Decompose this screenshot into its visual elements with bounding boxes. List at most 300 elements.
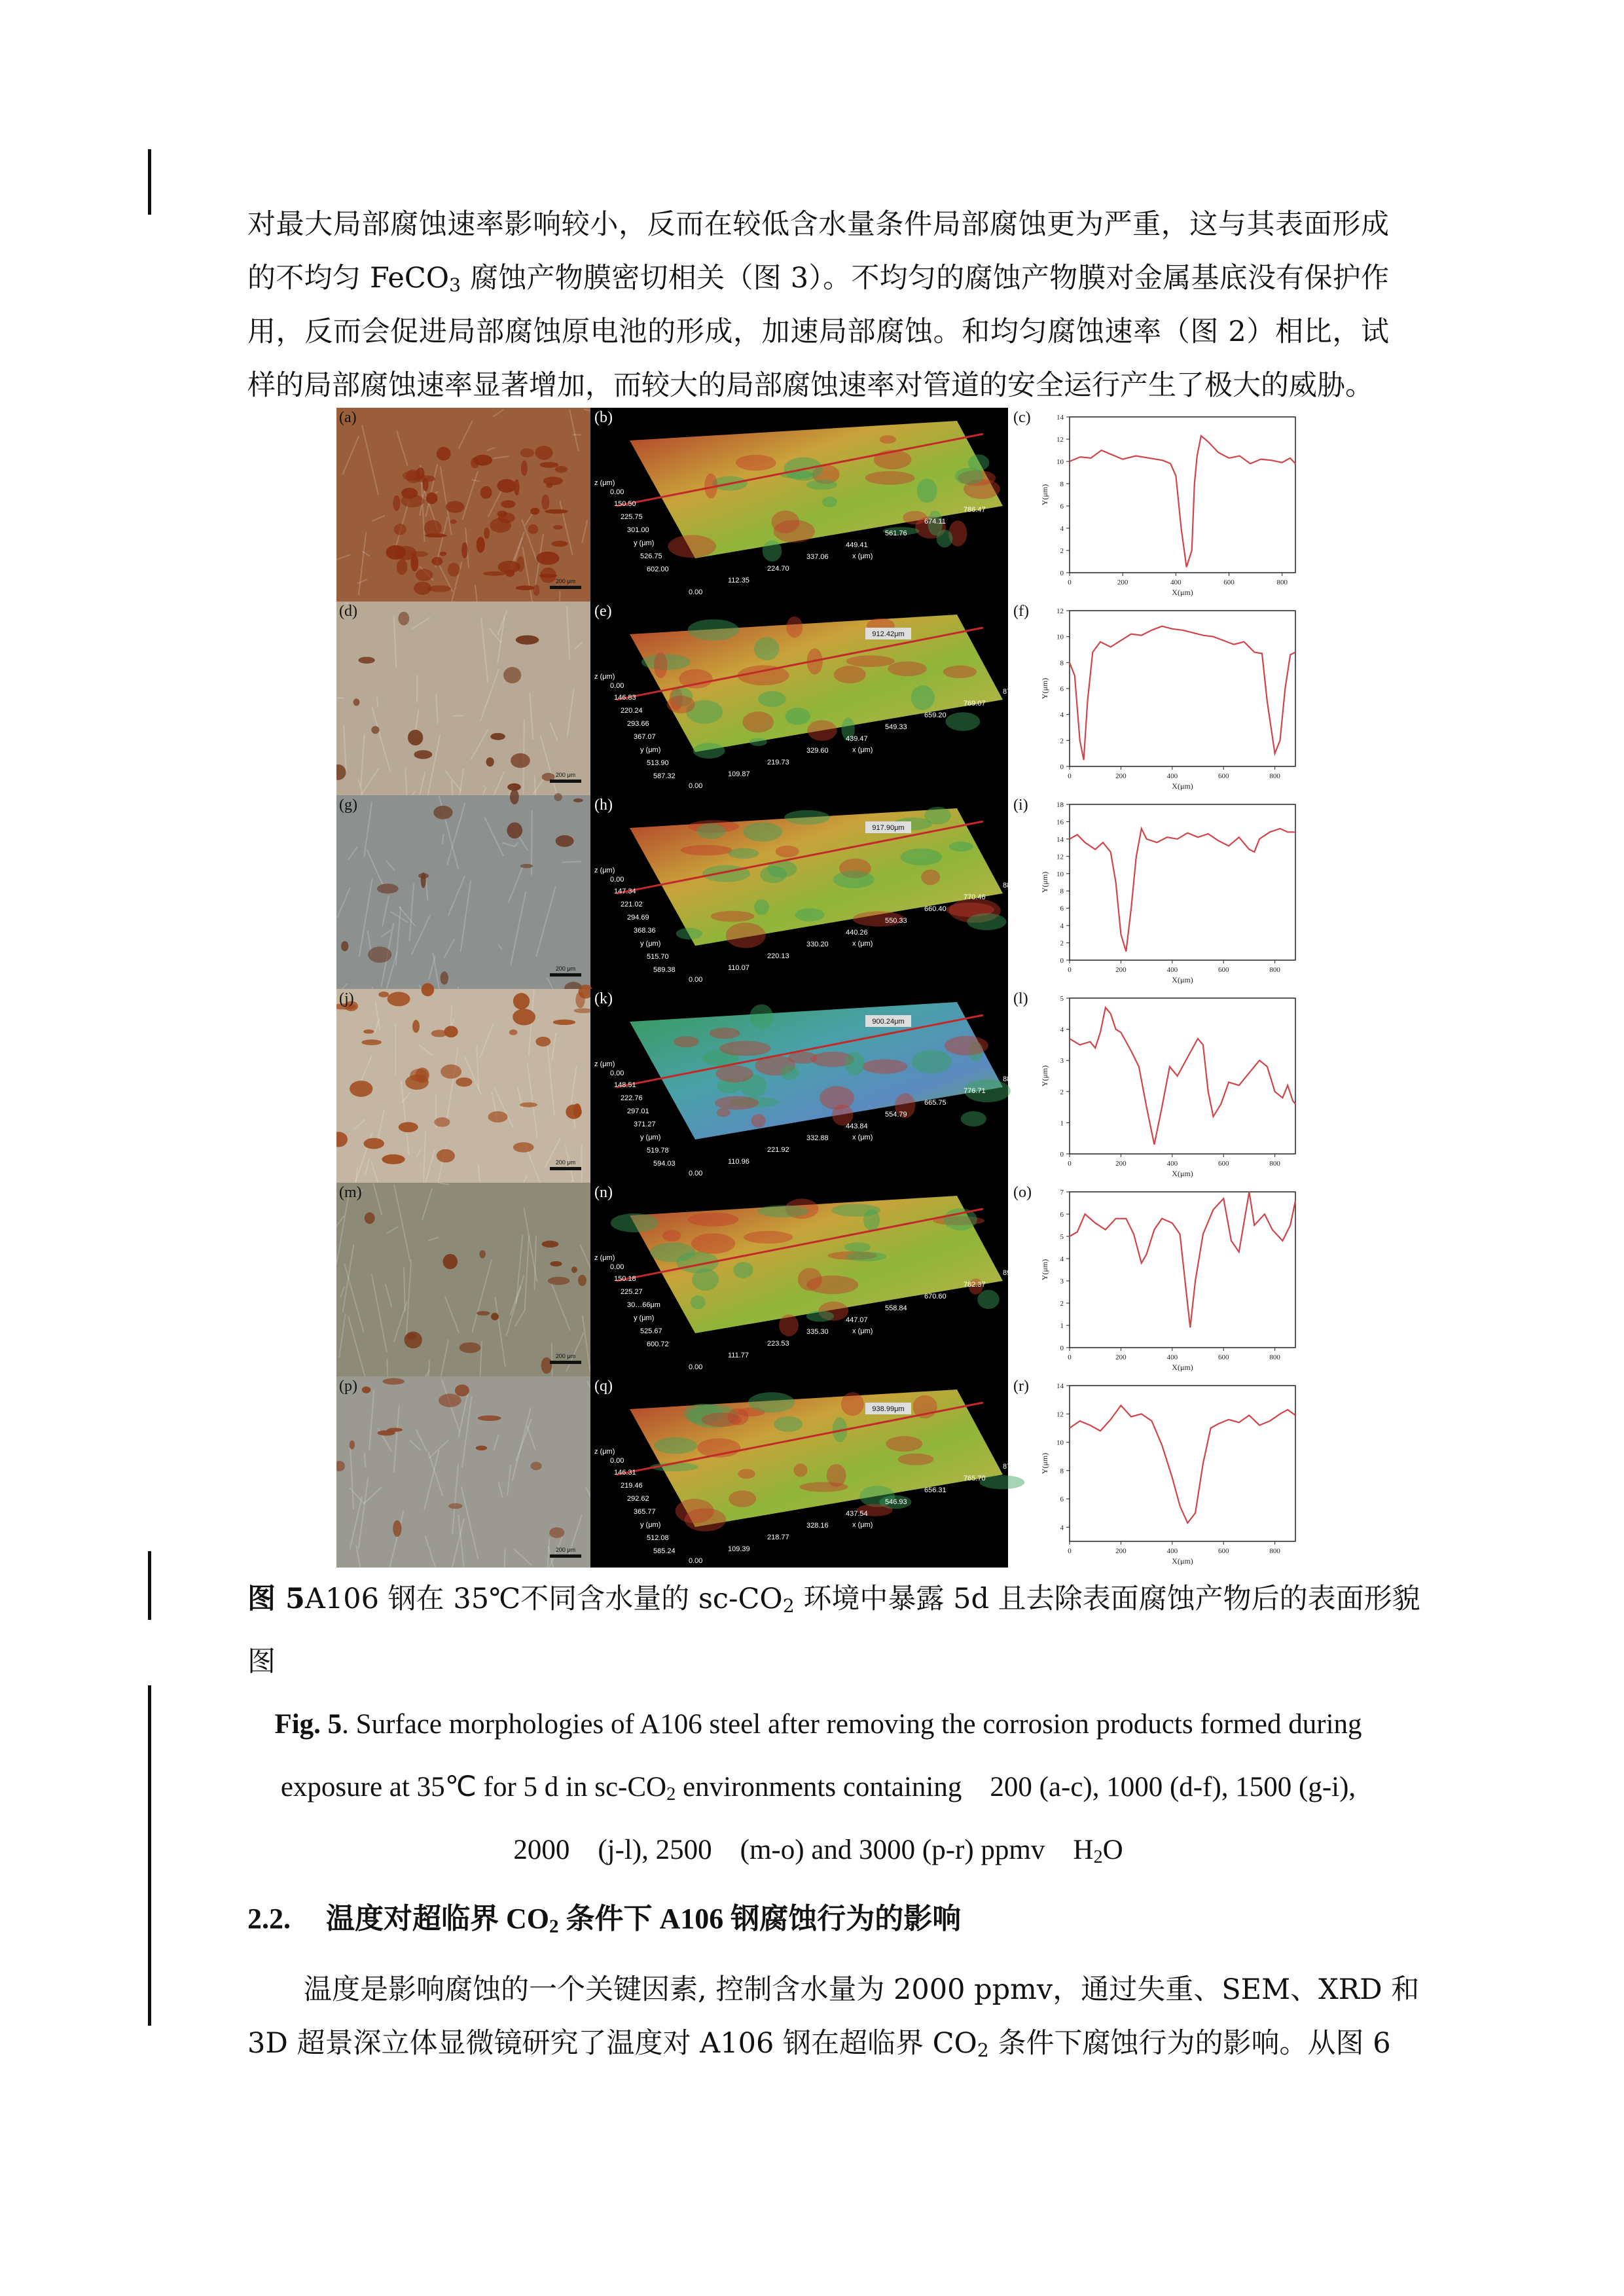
corrosion-pit: [455, 1384, 469, 1396]
micrograph-panel: [336, 1376, 599, 1568]
corrosion-pit: [490, 733, 505, 740]
corrosion-pit: [378, 992, 389, 997]
y-tick-label: 2: [1060, 737, 1064, 745]
x-axis-tick: 223.53: [767, 1340, 789, 1348]
height-map-blob: [955, 468, 984, 485]
y-tick-label: 16: [1056, 818, 1064, 827]
y-tick-label: 0: [1060, 763, 1064, 771]
height-map-blob: [898, 1454, 933, 1465]
y-tick-label: 14: [1056, 414, 1064, 422]
y-axis-label: Y(μm): [1040, 1452, 1049, 1475]
corrosion-pit: [497, 479, 516, 493]
corrosion-pit: [434, 1117, 450, 1127]
x-axis-tick: 0.00: [689, 976, 703, 984]
corrosion-pit: [439, 1393, 461, 1407]
y-tick-label: 2: [1060, 1300, 1064, 1308]
revision-bar: [148, 1685, 151, 2026]
y-axis-tick: 220.24: [621, 707, 643, 715]
profile-panel: [1013, 603, 1295, 791]
x-axis-tick: 554.79: [885, 1111, 907, 1119]
height-map-blob: [921, 869, 940, 885]
corrosion-pit: [573, 1103, 581, 1118]
panel-label: (n): [594, 1184, 613, 1201]
x-tick-label: 0: [1068, 966, 1072, 974]
corrosion-pit: [426, 492, 438, 504]
y-axis-tick: 519.78: [647, 1147, 669, 1155]
x-axis-label: x (μm): [852, 1134, 873, 1141]
corrosion-pit: [514, 479, 520, 495]
height-map-blob: [749, 1004, 773, 1028]
figure-row: [336, 789, 1295, 1024]
y-axis-tick: 602.00: [647, 565, 669, 573]
x-axis-tick: 329.60: [806, 747, 829, 755]
height-map-blob: [710, 911, 754, 922]
corrosion-pit: [456, 1077, 472, 1086]
x-axis-tick: 0.00: [689, 1170, 703, 1177]
corrosion-pit: [362, 1386, 371, 1393]
y-axis-tick: 367.07: [634, 733, 656, 741]
height-map-blob: [911, 685, 935, 710]
y-tick-label: 14: [1056, 1382, 1064, 1390]
z-axis-label: z (μm): [594, 1448, 615, 1456]
corrosion-pit: [361, 1039, 382, 1045]
profile-frame: [1070, 998, 1295, 1154]
y-tick-label: 0: [1060, 569, 1064, 577]
x-axis-tick: 659.20: [924, 711, 947, 719]
corrosion-pit: [542, 1241, 559, 1248]
panel-label: (c): [1013, 409, 1031, 426]
corrosion-pit: [483, 571, 506, 576]
corrosion-pit: [444, 1026, 458, 1037]
y-tick-label: 6: [1060, 503, 1064, 511]
corrosion-pit: [393, 1520, 401, 1537]
y-axis-tick: 585.24: [653, 1547, 676, 1555]
y-axis-tick: 146.83: [614, 694, 636, 702]
x-axis-label: X(μm): [1172, 588, 1193, 597]
y-tick-label: 6: [1060, 1496, 1064, 1504]
x-axis-tick: 440.26: [846, 929, 868, 937]
corrosion-pit: [365, 1212, 375, 1224]
corrosion-pit: [553, 1020, 575, 1025]
corrosion-pit: [441, 1064, 461, 1079]
height-map-panel: [590, 1183, 1025, 1376]
y-axis-label: Y(μm): [1040, 677, 1049, 700]
y-axis-tick: 294.69: [627, 914, 649, 922]
callout-label: 900.24μm: [872, 1018, 905, 1026]
y-tick-label: 10: [1056, 870, 1064, 878]
scale-bar-label: 200 μm: [555, 1547, 576, 1553]
corrosion-pit: [477, 537, 485, 553]
corrosion-pit: [541, 494, 549, 510]
y-axis-tick: y (μm): [640, 746, 661, 754]
scale-bar: [550, 973, 581, 977]
x-axis-label: x (μm): [852, 552, 873, 560]
y-axis-tick: 146.31: [614, 1469, 636, 1477]
height-map-blob: [862, 1059, 907, 1073]
panel-label: (e): [594, 603, 612, 620]
corrosion-pit: [403, 471, 420, 481]
corrosion-pit: [368, 946, 391, 963]
corrosion-pit: [507, 822, 522, 838]
panel-label: (q): [594, 1378, 613, 1395]
x-axis-label: x (μm): [852, 940, 873, 948]
x-tick-label: 400: [1166, 1547, 1178, 1555]
corrosion-pit: [571, 1266, 577, 1273]
corrosion-pit: [431, 557, 442, 565]
paragraph-top: [247, 198, 1389, 412]
y-axis-tick: 222.76: [621, 1094, 643, 1102]
y-tick-label: 2: [1060, 547, 1064, 555]
paragraph-line: 用，反而会促进局部腐蚀原电池的形成，加速局部腐蚀。和均匀腐蚀速率（图 2）相比，试: [247, 315, 1389, 348]
y-tick-label: 12: [1056, 853, 1064, 861]
height-map-panel: [590, 601, 1025, 795]
z-axis-tick: 0.00: [610, 876, 624, 884]
x-tick-label: 800: [1276, 579, 1288, 586]
corrosion-pit: [546, 482, 552, 488]
height-map-blob: [833, 870, 874, 888]
height-map-blob: [691, 1233, 735, 1253]
x-tick-label: 200: [1115, 1354, 1127, 1361]
x-axis-tick: 875.08: [1003, 1463, 1025, 1471]
height-map-blob: [674, 1036, 699, 1047]
z-axis-tick: 0.00: [610, 1069, 624, 1077]
y-tick-label: 8: [1060, 1467, 1064, 1475]
y-tick-label: 3: [1060, 1278, 1064, 1285]
x-axis-tick: 449.41: [846, 541, 868, 549]
y-axis-tick: 600.72: [647, 1340, 669, 1348]
scale-bar-label: 200 μm: [555, 772, 576, 778]
height-map-blob: [776, 846, 799, 857]
height-map-blob: [744, 1231, 793, 1244]
height-map-blob: [845, 1052, 865, 1075]
y-axis-tick: 150.18: [614, 1275, 636, 1283]
x-tick-label: 0: [1068, 1354, 1072, 1361]
height-map-blob: [719, 1041, 771, 1056]
paragraph-line: 对最大局部腐蚀速率影响较小，反而在较低含水量条件局部腐蚀更为严重，这与其表面形成: [247, 208, 1389, 241]
panel-label: (j): [339, 990, 354, 1007]
profile-panel: [1013, 797, 1295, 984]
y-axis-tick: 297.01: [627, 1107, 649, 1115]
height-map-blob: [681, 845, 732, 855]
figure-5-panels: [336, 408, 1305, 1568]
paragraph-line: 3D 超景深立体显微镜研究了温度对 A106 钢在超临界 $CO_2$ 条件下腐蚀行为的影响。从图 6: [247, 2027, 1391, 2062]
profile-frame: [1070, 1386, 1295, 1541]
corrosion-pit: [377, 884, 399, 893]
y-tick-label: 8: [1060, 888, 1064, 896]
height-map-blob: [748, 1392, 795, 1412]
corrosion-pit: [353, 698, 360, 706]
y-axis-tick: 515.70: [647, 953, 669, 961]
height-map-blob: [795, 908, 825, 922]
x-axis-label: x (μm): [852, 1327, 873, 1335]
corrosion-pit: [486, 757, 494, 766]
x-tick-label: 400: [1166, 1160, 1178, 1168]
height-map-panel: [590, 408, 1008, 601]
x-axis-tick: 765.70: [964, 1475, 986, 1482]
corrosion-pit: [573, 798, 583, 802]
height-map-blob: [668, 535, 716, 558]
height-map-blob: [784, 810, 830, 825]
corrosion-pit: [554, 793, 562, 801]
x-axis-label: X(μm): [1172, 781, 1193, 791]
panel-label: (l): [1013, 990, 1028, 1007]
corrosion-pit: [548, 1277, 570, 1285]
corrosion-pit: [536, 552, 559, 565]
y-tick-label: 7: [1060, 1189, 1064, 1196]
corrosion-pit: [520, 1102, 537, 1107]
corrosion-pit: [520, 864, 533, 868]
scale-bar-label: 200 μm: [555, 578, 576, 584]
y-tick-label: 10: [1056, 633, 1064, 641]
x-tick-label: 600: [1218, 1160, 1229, 1168]
scale-bar-label: 200 μm: [555, 1353, 576, 1359]
x-tick-label: 200: [1117, 579, 1128, 586]
corrosion-pit: [535, 446, 552, 460]
height-map-blob: [946, 712, 981, 730]
figure-row: [336, 1376, 1295, 1568]
x-axis-tick: 880.53: [1003, 882, 1025, 889]
x-axis-tick: 894.14: [1003, 1269, 1025, 1277]
z-axis-tick: 0.00: [610, 1457, 624, 1465]
height-map-blob: [696, 823, 726, 838]
corrosion-pit: [513, 1009, 535, 1025]
height-map-blob: [874, 450, 912, 469]
revision-bar: [148, 149, 151, 215]
height-map-blob: [806, 480, 837, 490]
x-axis-tick: 110.07: [728, 964, 749, 972]
height-map-blob: [807, 720, 837, 741]
x-axis-label: X(μm): [1172, 1556, 1193, 1566]
height-map-blob: [886, 1436, 922, 1452]
figure-caption-en: Fig. 5. Surface morphologies of A106 steel after removing the corrosion products formed during exposure at 35℃ for 5 d in $sc-CO_2$ environments containing 200 (a-c), 1000 (d-f), 1500 (g-i), 2000 (j-l), 2500 (m-o) and 3000 (p-r) ppmv $H_2O$: [274, 1709, 1362, 1868]
y-axis-tick: 368.36: [634, 927, 656, 935]
panel-label: (b): [594, 409, 613, 426]
x-tick-label: 0: [1068, 579, 1072, 586]
height-map-blob: [911, 1050, 952, 1073]
height-map-blob: [846, 655, 895, 667]
y-tick-label: 8: [1060, 659, 1064, 668]
y-axis-tick: y (μm): [634, 1314, 655, 1322]
profile-frame: [1070, 611, 1295, 766]
corrosion-pit: [433, 806, 452, 819]
corrosion-pit: [521, 460, 528, 475]
corrosion-pit: [421, 872, 426, 888]
x-axis-tick: 0.00: [689, 1363, 703, 1371]
x-tick-label: 600: [1223, 579, 1235, 586]
corrosion-pit: [414, 750, 432, 759]
y-tick-label: 6: [1060, 905, 1064, 913]
y-tick-label: 18: [1056, 801, 1064, 809]
height-map-blob: [806, 1310, 834, 1321]
x-axis-tick: 109.87: [728, 770, 750, 778]
callout-label: 938.99μm: [872, 1405, 905, 1413]
corrosion-pit: [491, 1313, 499, 1320]
corrosion-pit: [397, 560, 408, 575]
panel-label: (p): [339, 1378, 357, 1395]
corrosion-pit: [412, 1020, 420, 1033]
panel-label: (m): [339, 1184, 362, 1201]
y-axis-label: Y(μm): [1040, 871, 1049, 893]
corrosion-pit: [578, 1275, 586, 1286]
y-tick-label: 3: [1060, 1057, 1064, 1066]
corrosion-pit: [341, 941, 348, 952]
y-axis-tick: 301.00: [627, 526, 649, 534]
x-tick-label: 0: [1068, 1547, 1072, 1555]
z-axis-label: z (μm): [594, 1254, 615, 1262]
profile-panel: [1013, 409, 1295, 597]
y-axis-tick: 513.90: [647, 759, 669, 767]
y-axis-tick: 30…66μm: [627, 1301, 660, 1309]
paragraph-bottom: [247, 1963, 1420, 2070]
corrosion-pit: [540, 462, 559, 468]
panel-label: (o): [1013, 1184, 1032, 1201]
height-map-blob: [676, 928, 703, 940]
y-tick-label: 5: [1060, 995, 1064, 1003]
y-axis-tick: 587.32: [653, 772, 676, 780]
corrosion-pit: [516, 586, 535, 590]
y-tick-label: 12: [1056, 607, 1064, 615]
x-tick-label: 200: [1115, 966, 1127, 974]
x-axis-tick: 656.31: [924, 1486, 947, 1494]
height-map-blob: [757, 1205, 808, 1217]
x-axis-tick: 112.35: [728, 577, 749, 584]
caption-cn-line2: 图: [247, 1645, 276, 1678]
corrosion-pit: [408, 730, 423, 745]
scale-bar: [550, 1554, 581, 1558]
corrosion-pit: [501, 500, 516, 508]
corrosion-pit: [530, 508, 539, 515]
x-axis-label: X(μm): [1172, 1169, 1193, 1178]
corrosion-pit: [382, 1378, 405, 1385]
corrosion-pit: [378, 1430, 395, 1435]
corrosion-pit: [350, 1081, 372, 1097]
corrosion-pit: [551, 541, 568, 547]
caption-cn-prefix: 图 5: [247, 1583, 305, 1615]
x-tick-label: 200: [1115, 772, 1127, 780]
height-map-blob: [710, 1028, 740, 1039]
corrosion-pit: [513, 1142, 534, 1152]
corrosion-pit: [461, 542, 467, 558]
corrosion-pit: [399, 1122, 418, 1132]
corrosion-pit: [540, 567, 556, 583]
corrosion-pit: [437, 447, 451, 461]
height-map-blob: [611, 1213, 659, 1232]
height-map-panel: [590, 1376, 1025, 1568]
x-axis-tick: 887.67: [1003, 1075, 1025, 1083]
height-map-blob: [754, 899, 769, 915]
x-axis-tick: 337.06: [806, 553, 829, 561]
y-tick-label: 0: [1060, 1151, 1064, 1158]
corrosion-pit: [479, 1250, 486, 1258]
height-map-blob: [763, 541, 782, 562]
height-map-blob: [743, 822, 782, 841]
height-map-blob: [691, 1295, 706, 1309]
caption-en-prefix: Fig. 5: [274, 1709, 342, 1740]
height-map-blob: [943, 666, 977, 678]
y-tick-label: 6: [1060, 685, 1064, 693]
y-axis-tick: 526.75: [640, 552, 662, 560]
corrosion-pit: [441, 971, 448, 984]
paragraph-line: 的不均匀 FeCO$_3$ 腐蚀产物膜密切相关（图 3）。不均匀的腐蚀产物膜对金属基底没有保护作: [247, 262, 1389, 296]
x-axis-tick: 770.46: [964, 893, 986, 901]
corrosion-pit: [422, 983, 435, 996]
y-tick-label: 8: [1060, 480, 1064, 488]
x-tick-label: 800: [1269, 772, 1280, 780]
height-map-blob: [654, 653, 668, 678]
height-map-blob: [865, 471, 915, 485]
x-axis-tick: 546.93: [885, 1498, 907, 1506]
x-axis-tick: 447.07: [846, 1316, 868, 1324]
corrosion-pit: [382, 1155, 405, 1164]
corrosion-pit: [516, 636, 539, 645]
height-map-blob: [774, 1416, 803, 1432]
corrosion-pit: [437, 1149, 455, 1162]
y-axis-tick: 292.62: [627, 1495, 649, 1503]
section-heading-2-2: 2.2. 温度对超临界 $CO_2$ 条件下 A106 钢腐蚀行为的影响: [247, 1903, 962, 1937]
height-map-blob: [667, 696, 695, 713]
y-tick-label: 10: [1056, 1439, 1064, 1447]
y-tick-label: 5: [1060, 1233, 1064, 1241]
corrosion-pit: [350, 1441, 355, 1450]
corrosion-pit: [541, 1357, 552, 1374]
y-axis-tick: 148.51: [614, 1081, 636, 1089]
corrosion-pit: [550, 1261, 562, 1266]
corrosion-pit: [545, 509, 568, 514]
scale-bar: [550, 1361, 581, 1364]
height-map-blob: [900, 848, 942, 865]
x-axis-tick: 224.70: [767, 565, 789, 573]
x-axis-tick: 328.16: [806, 1522, 829, 1530]
y-tick-label: 0: [1060, 1344, 1064, 1352]
y-axis-tick: 365.77: [634, 1508, 656, 1516]
corrosion-pit: [488, 1111, 508, 1122]
corrosion-pit: [543, 476, 563, 485]
y-axis-tick: 219.46: [621, 1482, 643, 1490]
x-tick-label: 400: [1166, 1354, 1178, 1361]
panel-label: (f): [1013, 603, 1029, 620]
y-tick-label: 4: [1060, 1255, 1064, 1263]
x-axis-tick: 220.13: [767, 952, 789, 960]
x-tick-label: 600: [1218, 966, 1229, 974]
profile-frame: [1070, 417, 1295, 573]
y-tick-label: 2: [1060, 939, 1064, 948]
x-axis-tick: 786.47: [964, 506, 986, 514]
scale-bar-label: 200 μm: [555, 1159, 576, 1166]
height-map-panel: [590, 989, 1025, 1183]
x-tick-label: 800: [1269, 1160, 1280, 1168]
x-axis-tick: 670.60: [924, 1293, 947, 1300]
z-axis-label: z (μm): [594, 673, 615, 681]
x-axis-label: x (μm): [852, 746, 873, 754]
corrosion-pit: [509, 1030, 518, 1035]
x-tick-label: 200: [1115, 1160, 1127, 1168]
height-map-blob: [846, 1251, 886, 1261]
scale-bar: [550, 1167, 581, 1170]
x-tick-label: 600: [1218, 1354, 1229, 1361]
corrosion-pit: [513, 993, 530, 1009]
height-map-blob: [771, 511, 799, 533]
corrosion-pit: [476, 1446, 487, 1450]
height-map-blob: [888, 662, 926, 677]
y-tick-label: 2: [1060, 1088, 1064, 1096]
x-axis-tick: 769.07: [964, 700, 986, 708]
height-map-blob: [834, 666, 866, 683]
paragraph-line: 样的局部腐蚀速率显著增加，而较大的局部腐蚀速率对管道的安全运行产生了极大的威胁。: [247, 369, 1373, 402]
y-axis-label: Y(μm): [1040, 484, 1049, 506]
corrosion-pit: [386, 545, 406, 560]
corrosion-pit: [480, 486, 492, 499]
y-tick-label: 4: [1060, 1026, 1064, 1034]
